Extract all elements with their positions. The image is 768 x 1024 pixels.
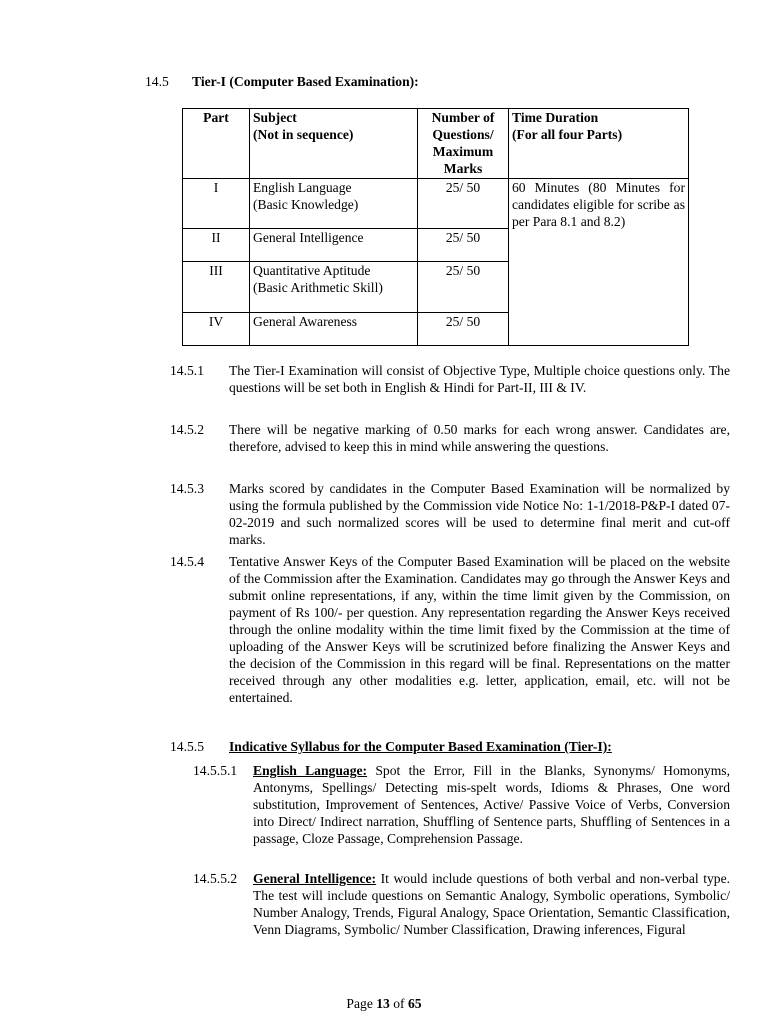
cell-questions: 25/ 50 bbox=[418, 262, 509, 313]
paragraph-number: 14.5.2 bbox=[170, 422, 204, 437]
syllabus-general-intelligence bbox=[193, 870, 730, 938]
table-row bbox=[183, 179, 689, 229]
cell-questions: 25/ 50 bbox=[418, 229, 509, 262]
page-footer: Page 13 of 65 bbox=[346, 996, 422, 1011]
cell-subject: Quantitative Aptitude (Basic Arithmetic Skill) bbox=[250, 262, 418, 313]
cell-subject: General Intelligence bbox=[250, 229, 418, 262]
cell-questions: 25/ 50 bbox=[418, 179, 509, 229]
header-subject: Subject (Not in sequence) bbox=[250, 109, 418, 179]
cell-subject: General Awareness bbox=[250, 313, 418, 346]
paragraph-text: The Tier-I Examination will consist of Objective Type, Multiple choice questions only. The questions will be set both in English & Hindi for Part-II, III & IV. bbox=[229, 363, 730, 395]
section-number: 14.5 bbox=[145, 74, 169, 89]
page-total: 65 bbox=[407, 996, 422, 1011]
cell-part: IV bbox=[183, 313, 250, 346]
cell-part: I bbox=[183, 179, 250, 229]
paragraph-14-5-1 bbox=[170, 362, 730, 396]
header-part: Part bbox=[183, 109, 250, 179]
paragraph-number: 14.5.1 bbox=[170, 363, 204, 378]
section-heading bbox=[145, 73, 419, 90]
cell-duration: 60 Minutes (80 Minutes for candidates eligible for scribe as per Para 8.1 and 8.2) bbox=[509, 179, 689, 346]
exam-pattern-table bbox=[182, 108, 689, 346]
syllabus-text: It would include questions of both verbal and non-verbal type. The test will include questions on Semantic Analogy, Symbolic operations, Symbolic/ Number Analogy, Trends, Figural Analogy, Space Orientation, Semantic Classification, Venn Diagrams, Symbolic/ Number Classification, Drawing inferences, Figural bbox=[253, 871, 731, 937]
header-questions: Number of Questions/ Maximum Marks bbox=[418, 109, 509, 179]
syllabus-label: English Language: bbox=[253, 763, 368, 778]
syllabus-number: 14.5.5.2 bbox=[193, 871, 238, 886]
syllabus-number: 14.5.5.1 bbox=[193, 763, 238, 778]
paragraph-number: 14.5.5 bbox=[170, 739, 204, 754]
table-header-row bbox=[183, 109, 689, 179]
paragraph-14-5-3 bbox=[170, 480, 730, 548]
syllabus-text: Spot the Error, Fill in the Blanks, Synonyms/ Homonyms, Antonyms, Spellings/ Detecting mis-spelt words, Idioms & Phrases, One word substitution, Improvement of Sentences, Active/ Passive Voice of Verbs, Conversion into Direct/ Indirect narration, Shuffling of Sentence parts, Shuffling of Sentences in a passage, Cloze Passage, Comprehension Passage. bbox=[253, 763, 730, 846]
paragraph-text: There will be negative marking of 0.50 marks for each wrong answer. Candidates are, therefore, advised to keep this in mind while answering the questions. bbox=[229, 422, 730, 454]
cell-part: III bbox=[183, 262, 250, 313]
syllabus-english bbox=[193, 762, 730, 847]
paragraph-14-5-4 bbox=[170, 553, 730, 706]
syllabus-heading: Indicative Syllabus for the Computer Based Examination (Tier-I): bbox=[229, 739, 612, 754]
syllabus-label: General Intelligence: bbox=[253, 871, 377, 886]
paragraph-14-5-2 bbox=[170, 421, 730, 455]
paragraph-14-5-5 bbox=[170, 738, 730, 755]
cell-questions: 25/ 50 bbox=[418, 313, 509, 346]
paragraph-text: Tentative Answer Keys of the Computer Based Examination will be placed on the website of the Commission after the Examination. Candidates may go through the Answer Keys and submit online representations, if any, within the time limit given by the Commission, on payment of Rs 100/- per question. Any representation regarding the Answer Keys received through the online modality within the time limit fixed by the Commission at the time of uploading of the Answer Keys will be scrutinized before finalizing the Answer Keys and the decision of the Commission in this regard will be final. Representations on the matter received through any other modalities e.g. letter, application, email, etc. will not be entertained. bbox=[229, 554, 730, 705]
cell-part: II bbox=[183, 229, 250, 262]
paragraph-number: 14.5.4 bbox=[170, 554, 204, 569]
page-number: 13 bbox=[376, 996, 390, 1011]
section-title: Tier-I (Computer Based Examination): bbox=[192, 74, 419, 89]
paragraph-number: 14.5.3 bbox=[170, 481, 204, 496]
cell-subject: English Language (Basic Knowledge) bbox=[250, 179, 418, 229]
header-duration: Time Duration (For all four Parts) bbox=[509, 109, 689, 179]
paragraph-text: Marks scored by candidates in the Computer Based Examination will be normalized by using the formula published by the Commission vide Notice No: 1-1/2018-P&P-I dated 07-02-2019 and such normalized scores will be used to determine final merit and cut-off marks. bbox=[229, 481, 730, 547]
